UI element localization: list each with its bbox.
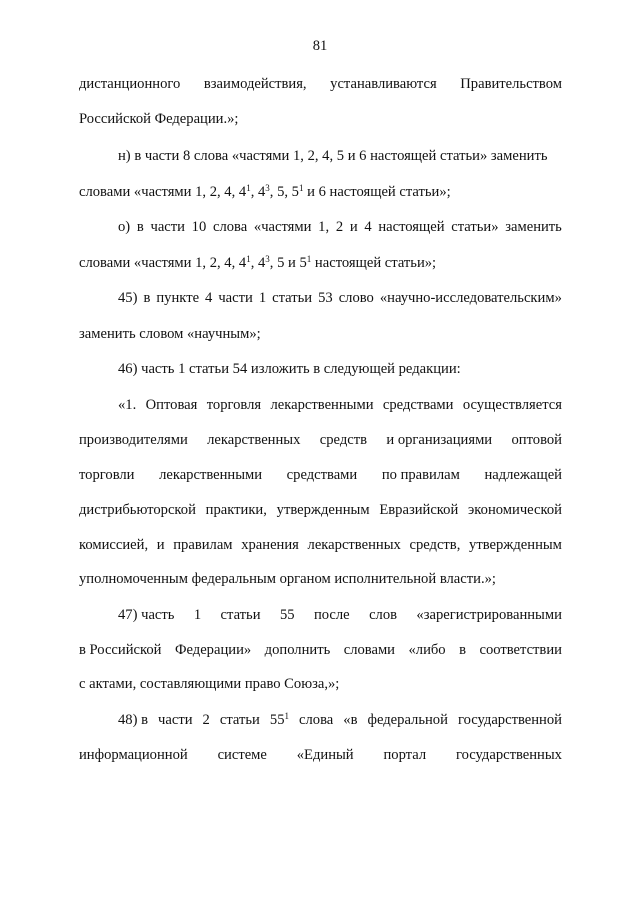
- word: дополнить: [264, 642, 331, 658]
- word: «в: [343, 712, 358, 728]
- text-run: , 5 и 5: [269, 255, 307, 271]
- text-line: [79, 324, 562, 344]
- word: оптовой: [511, 432, 562, 448]
- word: лекарственными: [270, 397, 374, 413]
- word: лекарственных: [207, 432, 301, 448]
- word: статьи: [220, 607, 261, 623]
- word: и организациями: [386, 432, 493, 448]
- text-line: [118, 359, 562, 379]
- text-run: с актами, составляющими право Союза,»;: [79, 676, 340, 692]
- word: настоящей: [378, 219, 445, 235]
- word: 1: [258, 290, 267, 306]
- word: о): [118, 219, 131, 235]
- word: части: [218, 290, 253, 306]
- word: в Российской: [79, 642, 162, 658]
- page-number: 81: [312, 38, 328, 54]
- text-line: [79, 569, 562, 589]
- word: и: [349, 219, 358, 235]
- word: средств,: [409, 537, 461, 553]
- word: 48) в: [118, 712, 148, 728]
- text-line: [118, 146, 562, 166]
- word: слов: [369, 607, 398, 623]
- text-line: [79, 640, 562, 660]
- text-line: [79, 465, 562, 485]
- word: торговли: [79, 467, 135, 483]
- word: соответствии: [479, 642, 562, 658]
- word: заменить: [505, 219, 562, 235]
- text-line: [79, 745, 562, 765]
- word: Оптовая: [145, 397, 198, 413]
- text-line: [118, 395, 562, 415]
- text-line: [79, 109, 562, 129]
- word: осуществляется: [462, 397, 562, 413]
- word: средствами: [286, 467, 358, 483]
- word: «научно-исследовательским»: [379, 290, 562, 306]
- word: 45): [118, 290, 138, 306]
- word: статьи: [272, 290, 313, 306]
- text-run: уполномоченным федеральным органом исполнительной власти.»;: [79, 571, 496, 587]
- word: 53: [318, 290, 333, 306]
- word: слова: [299, 712, 334, 728]
- word: государственных: [455, 747, 562, 763]
- text-run: словами «частями 1, 2, 4, 4: [79, 184, 247, 200]
- word: словами: [343, 642, 395, 658]
- word: «1.: [118, 397, 137, 413]
- text-run: , 5, 5: [269, 184, 299, 200]
- text-line: [118, 605, 562, 625]
- word: и: [156, 537, 165, 553]
- text-line: [79, 430, 562, 450]
- text-line: [79, 674, 562, 694]
- superscript: 3: [265, 254, 270, 264]
- text-line: [79, 74, 562, 94]
- word: слово: [338, 290, 374, 306]
- word: дистрибьюторской: [79, 502, 196, 518]
- word: пункте: [156, 290, 200, 306]
- word: Правительством: [460, 76, 562, 92]
- word: Евразийской: [379, 502, 459, 518]
- word: части: [158, 712, 193, 728]
- word: утвержденным: [276, 502, 370, 518]
- word: «Единый: [296, 747, 354, 763]
- word: 4: [205, 290, 213, 306]
- word: «частями: [253, 219, 312, 235]
- word: практики,: [205, 502, 267, 518]
- word: 4: [364, 219, 372, 235]
- word: статьи»: [451, 219, 499, 235]
- word: в: [143, 290, 151, 306]
- word: «зарегистрированными: [416, 607, 562, 623]
- superscript: 1: [298, 183, 304, 193]
- text-line: [118, 217, 562, 237]
- text-line: [118, 288, 562, 308]
- text-run: 46) часть 1 статьи 54 изложить в следующей редакции:: [118, 361, 461, 377]
- word: производителями: [79, 432, 188, 448]
- superscript: 1: [246, 183, 251, 193]
- word: средств: [319, 432, 367, 448]
- word: лекарственными: [159, 467, 263, 483]
- text-run: настоящей статьи»;: [311, 255, 437, 271]
- word: «либо: [408, 642, 446, 658]
- word: 2: [202, 712, 210, 728]
- word: комиссией,: [79, 537, 149, 553]
- superscript: 3: [265, 183, 270, 193]
- superscript: 1: [284, 711, 289, 721]
- text-line: [79, 500, 562, 520]
- word: устанавливаются: [330, 76, 437, 92]
- word: портал: [383, 747, 427, 763]
- word: дистанционного: [79, 76, 181, 92]
- text-line: [79, 535, 562, 555]
- word: 2: [335, 219, 344, 235]
- text-line: [79, 182, 562, 202]
- word: Федерации»: [174, 642, 252, 658]
- word: 47) часть: [118, 607, 175, 623]
- word: правилам: [173, 537, 233, 553]
- word: утвержденным: [469, 537, 562, 553]
- text-run: , 4: [250, 255, 266, 271]
- word: 1: [193, 607, 202, 623]
- text-line: [118, 710, 562, 730]
- text-run: Российской Федерации.»;: [79, 111, 239, 127]
- text-run: и 6 настоящей статьи»;: [303, 184, 451, 200]
- word: экономической: [468, 502, 562, 518]
- word: хранения: [241, 537, 299, 553]
- text-line: [79, 253, 562, 273]
- word: лекарственных: [307, 537, 401, 553]
- word: надлежащей: [484, 467, 562, 483]
- word: слова: [212, 219, 248, 235]
- word: 10: [191, 219, 207, 235]
- word: после: [313, 607, 350, 623]
- word: части: [150, 219, 185, 235]
- word: 1,: [318, 219, 330, 235]
- word: взаимодействия,: [203, 76, 307, 92]
- word: системе: [217, 747, 267, 763]
- text-run: словами «частями 1, 2, 4, 4: [79, 255, 247, 271]
- word: по правилам: [381, 467, 460, 483]
- superscript: 1: [246, 254, 251, 264]
- word: государственной: [457, 712, 562, 728]
- text-run: н) в части 8 слова «частями 1, 2, 4, 5 и 6 настоящей статьи» заменить: [118, 148, 548, 164]
- word: в: [136, 219, 144, 235]
- word: торговля: [206, 397, 262, 413]
- word: информационной: [79, 747, 188, 763]
- word: [270, 710, 289, 730]
- word: 55: [279, 607, 295, 623]
- word: средствами: [382, 397, 454, 413]
- word: федеральной: [367, 712, 448, 728]
- text-run: , 4: [250, 184, 266, 200]
- text-run: заменить словом «научным»;: [79, 326, 261, 342]
- word: статьи: [219, 712, 260, 728]
- superscript: 1: [306, 254, 312, 264]
- word: в: [459, 642, 466, 658]
- word-text: 55: [269, 712, 285, 728]
